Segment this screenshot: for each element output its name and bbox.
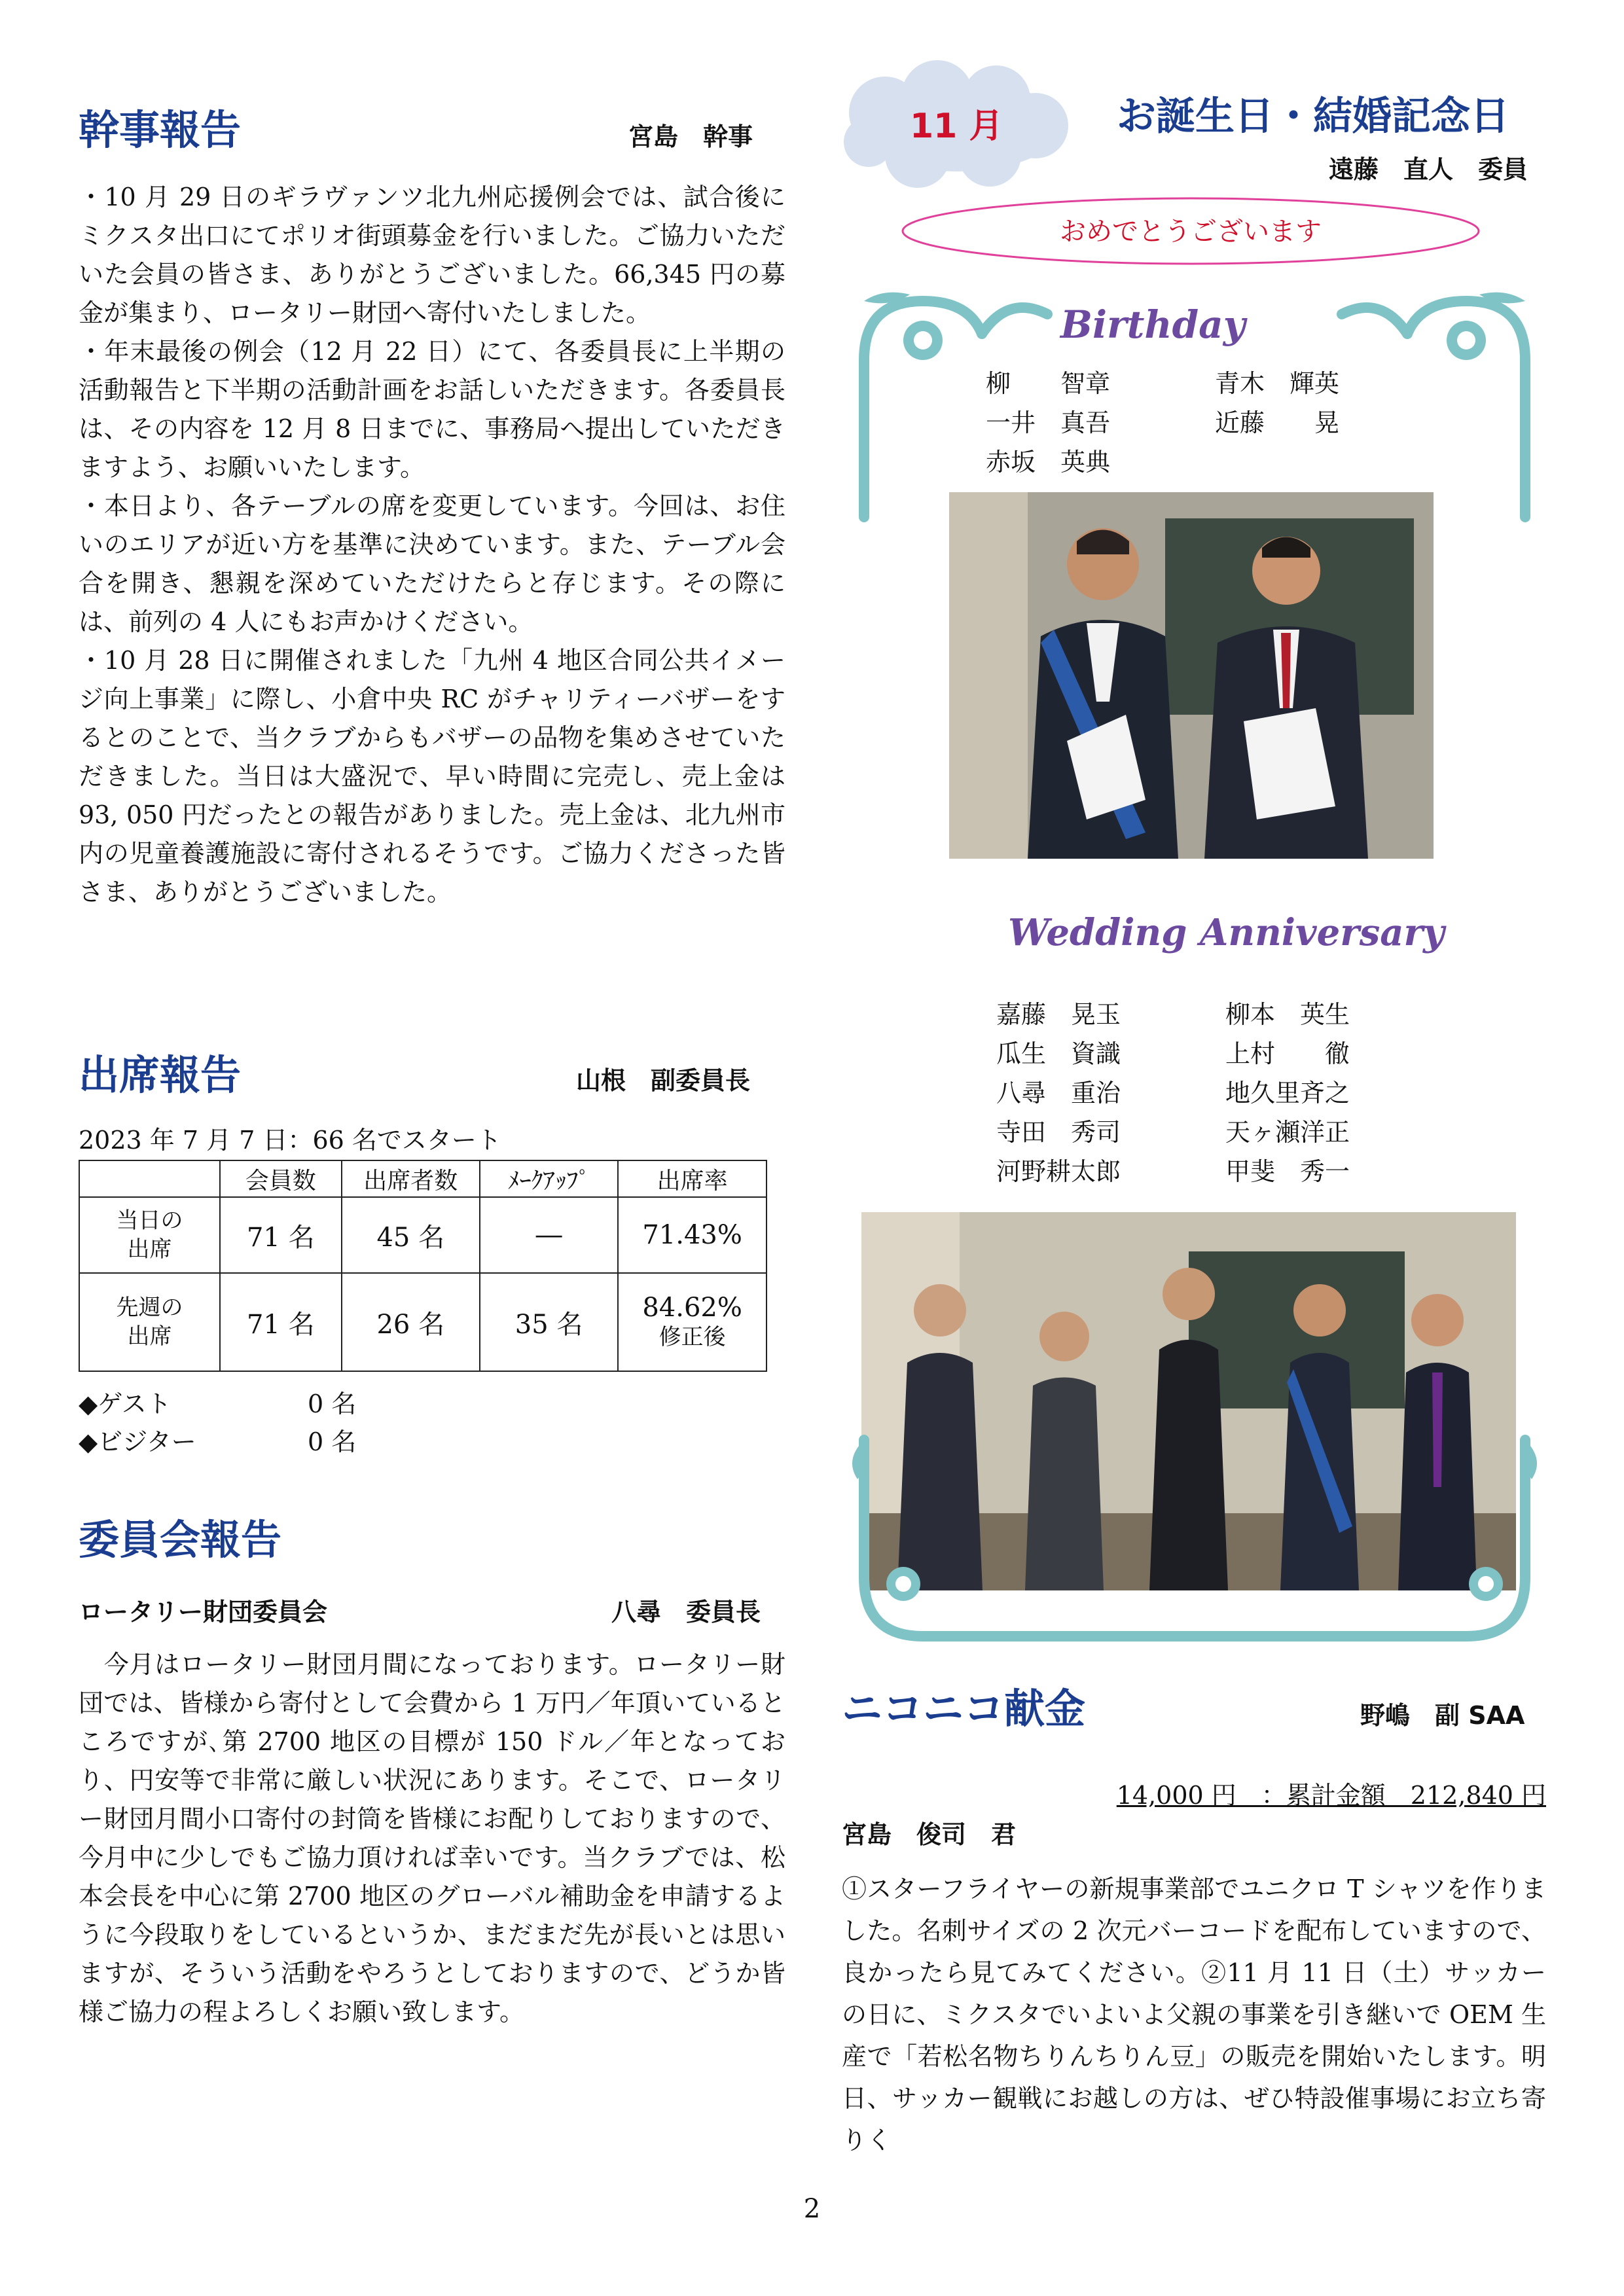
kanji-report-paragraph-4: ・10 月 28 日に開催されました「九州 4 地区合同公共イメージ向上事業」に際し、小倉中央 RC がチャリティーバザーをするとのことで、当クラブからもバザーの品物を集めさせていただきました。当日は大盛況で、早い時間に完売し、売上金は 93, 050 円だったとの報告がありました。売上金は、北九州市内の児童養護施設に寄付されるそうです。ご協力くださった皆さま、ありがとうございました。 [79,646,785,906]
nikoniko-byline: 野嶋 副 SAA [1360,1701,1525,1730]
birthday-names [986,364,1339,482]
header-cell [79,1160,220,1197]
header-cell: 出席率 [618,1160,767,1197]
kanji-report-title: 幹事報告 [79,106,242,154]
makeup-cell: 35 名 [480,1273,618,1371]
name-row [996,1073,1350,1113]
attendance-table [79,1160,767,1372]
row-label-line1: 当日の [116,1208,183,1234]
page-number: 2 [803,2194,821,2224]
month-badge: 11 月 [910,107,1003,146]
attendance-title: 出席報告 [79,1051,242,1099]
name-row [986,364,1339,403]
wedding-name: 河野耕太郎 [996,1157,1121,1186]
wedding-name: 八尋 重治 [996,1079,1121,1107]
guest-label: ◆ゲスト [79,1390,171,1418]
name-row [986,403,1339,442]
wedding-name: 天ヶ瀬洋正 [1225,1118,1350,1147]
wedding-ornate-frame [838,1433,1551,1656]
rate-cell [618,1273,767,1371]
nikoniko-donor: 宮島 俊司 君 [842,1820,1017,1849]
birthday-name: 赤坂 英典 [986,448,1111,476]
kanji-report-paragraph-3: ・本日より、各テーブルの席を変更しています。今回は、お住いのエリアが近い方を基準に決めています。また、テーブル会合を開き、懇親を深めていただけたらと存じます。その際には、前列の 4 人にもお声かけください。 [79,492,785,636]
birthday-name: 近藤 晃 [1215,408,1340,437]
attendees-cell: 45 名 [342,1197,480,1273]
row-label-line2: 出席 [127,1236,172,1263]
row-label [79,1273,220,1371]
wedding-names [996,995,1350,1191]
name-row [996,1113,1350,1152]
members-cell: 71 名 [220,1197,342,1273]
nikoniko-amount-line: 14,000 円 ：累計金額 212,840 円 [1116,1781,1546,1810]
birthday-name: 青木 輝英 [1215,369,1340,398]
kanji-report-paragraph-1: ・10 月 29 日のギラヴァンツ北九州応援例会では、試合後にミクスタ出口にてポリオ街頭募金を行いました。ご協力いただいた会員の皆さま、ありがとうございました。66,345 円の募金が集まり、ロータリー財団へ寄付いたしました。 [79,183,785,327]
members-cell: 71 名 [220,1273,342,1371]
header-cell: ﾒｰｸｱｯﾌﾟ [480,1160,618,1197]
visitor-value: 0 名 [308,1427,357,1456]
kanji-report-byline: 宮島 幹事 [628,122,753,151]
birthday-name: 一井 真吾 [986,408,1111,437]
visitor-label: ◆ビジター [79,1427,196,1456]
guest-value: 0 名 [308,1390,357,1418]
name-row [996,1152,1350,1191]
row-label-line1: 先週の [116,1295,183,1321]
rate-cell: 71.43% [618,1197,767,1273]
header-cell: 出席者数 [342,1160,480,1197]
celebration-byline: 遠藤 直人 委員 [1329,155,1528,184]
header-cell: 会員数 [220,1160,342,1197]
congrats-text: おめでとうございます [1060,217,1322,247]
attendees-cell: 26 名 [342,1273,480,1371]
committee-title: 委員会報告 [79,1516,282,1564]
wedding-name: 寺田 秀司 [996,1118,1121,1147]
wedding-name: 地久里斉之 [1225,1079,1350,1107]
birthday-photo [949,492,1434,859]
row-label [79,1197,220,1273]
wedding-name: 甲斐 秀一 [1225,1157,1350,1186]
committee-byline: 八尋 委員長 [611,1598,761,1626]
committee-subtitle: ロータリー財団委員会 [79,1598,328,1626]
wedding-name: 上村 徹 [1225,1039,1350,1068]
wedding-name: 瓜生 資識 [996,1039,1121,1068]
celebration-title: お誕生日・結婚記念日 [1117,94,1509,139]
name-row [986,442,1339,482]
table-row [79,1273,767,1371]
kanji-report-body [79,178,785,912]
birthday-label: Birthday [1060,302,1246,347]
wedding-label: Wedding Anniversary [1008,911,1445,954]
kanji-report-paragraph-2: ・年末最後の例会（12 月 22 日）にて、各委員長に上半期の活動報告と下半期の活動計画をお話しいただきます。各委員長は、その内容を 12 月 8 日までに、事務局へ提出していただきますよう、お願いいたします。 [79,337,785,482]
name-row [996,995,1350,1034]
guest-visitor-list [79,1385,356,1461]
nikoniko-title: ニコニコ献金 [842,1685,1086,1732]
wedding-name: 柳本 英生 [1225,1000,1350,1029]
table-row [79,1197,767,1273]
name-row [996,1034,1350,1073]
attendance-start-line: 2023 年 7 月 7 日：66 名でスタート [79,1126,501,1155]
rate-note: 修正後 [659,1324,726,1350]
attendance-byline: 山根 副委員長 [576,1066,751,1095]
birthday-name: 柳 智章 [986,369,1111,398]
wedding-name: 嘉藤 晃玉 [996,1000,1121,1029]
row-label-line2: 出席 [127,1323,172,1350]
rate-value: 84.62% [642,1293,742,1323]
committee-body: 今月はロータリー財団月間になっております。ロータリー財団では、皆様から寄付として会費から 1 万円／年頂いているところですが､第 2700 地区の目標が 150 ドル／年となっており、円安等で非常に厳しい状況にあります。そこで、ロータリー財団月間小口寄付の封筒を皆様にお配りしておりますので、今月中に少しでもご協力頂ければ幸いです。当クラブでは、松本会長を中心に第 2700 地区のグローバル補助金を申請するように今段取りをしているというか、まだまだ先が長いとは思いますが、そういう活動をやろうとしておりますので、どうか皆様ご協力の程よろしくお願い致します。 [79,1650,785,2026]
nikoniko-body: ①スターフライヤーの新規事業部でユニクロ T シャツを作りました。名刺サイズの 2 次元バーコードを配布していますので、良かったら見てみてください。②11 月 11 日（土）サッカーの日に、ミクスタでいよいよ父親の事業を引き継いで OEM 生産で「若松名物ちりんちりん豆」の販売を開始いたします。明日、サッカー観戦にお越しの方は、ぜひ特設催事場にお立ち寄りく [842,1874,1546,2155]
attendance-table-header [79,1160,767,1197]
makeup-cell: ― [480,1197,618,1273]
